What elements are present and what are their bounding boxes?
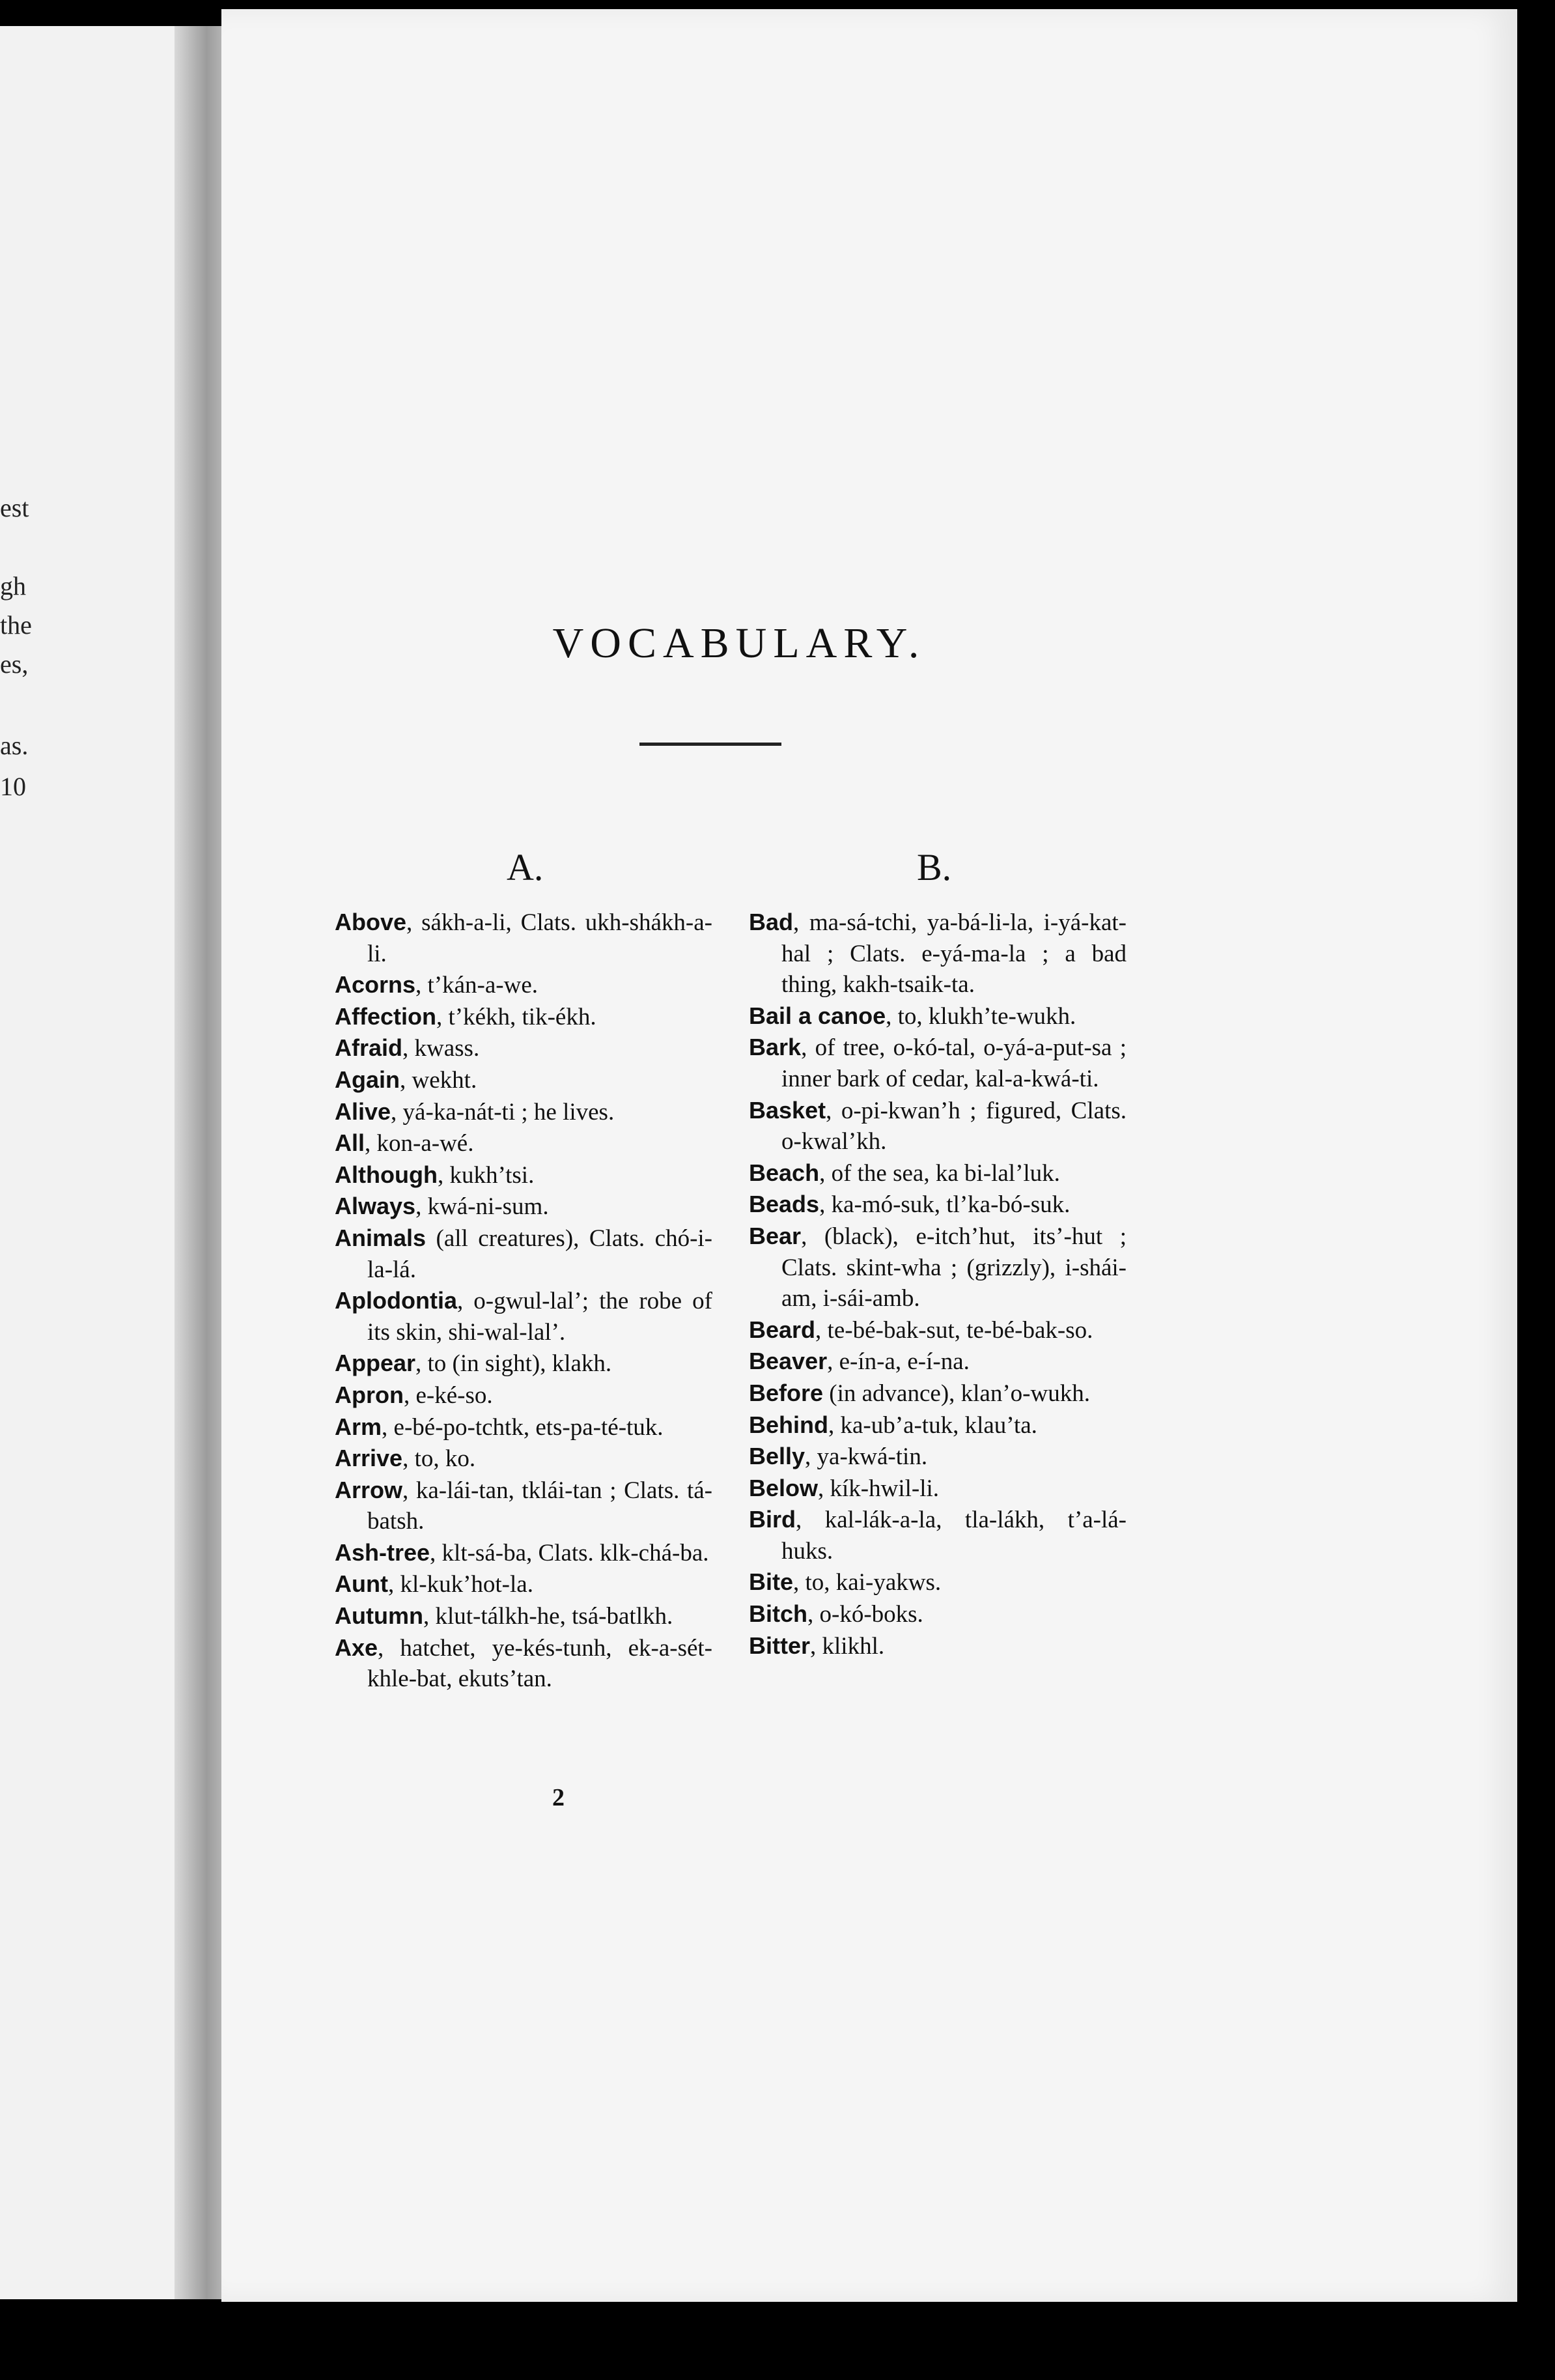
dictionary-entry (335, 1223, 712, 1285)
definition: , t’kán-a-we. (415, 972, 539, 999)
dictionary-entry (335, 1064, 712, 1096)
definition: , yá-ka-nát-ti ; he lives. (391, 1098, 615, 1126)
headword: Aunt (335, 1570, 388, 1598)
dictionary-entry (749, 1441, 1127, 1473)
left-page (0, 26, 185, 2299)
headword: All (335, 1129, 365, 1157)
dictionary-entry (749, 1504, 1127, 1566)
headword: Affection (335, 1002, 436, 1030)
definition: , to, klukh’te-wukh. (886, 1002, 1076, 1030)
headword: Arrow (335, 1476, 403, 1503)
definition: , hatchet, ye-kés-tunh, ek-a-sét-khle-bat, ekuts’tan. (367, 1634, 712, 1693)
dictionary-entry (335, 1600, 712, 1632)
headword: Apron (335, 1381, 404, 1408)
headword: Bitter (749, 1632, 811, 1659)
headword: Appear (335, 1350, 416, 1377)
dictionary-entry (749, 1221, 1127, 1314)
definition: , to (in sight), klakh. (415, 1350, 612, 1378)
dictionary-entry (335, 1096, 712, 1128)
dictionary-entry (335, 969, 712, 1001)
definition: , e-bé-po-tchtk, ets-pa-té-tuk. (382, 1413, 664, 1441)
dictionary-entry (749, 1598, 1127, 1630)
definition: (all creatures), Clats. chó-i-la-lá. (367, 1225, 712, 1283)
column-heading-b: B. (917, 846, 952, 888)
definition: , kal-lák-a-la, tla-lákh, t’a-lá-huks. (781, 1507, 1127, 1565)
definition: , o-gwul-lal’; the robe of its skin, shi-wal-lal’. (367, 1288, 712, 1346)
headword: Ash-tree (335, 1538, 430, 1566)
title-rule (639, 743, 781, 746)
definition: , e-ín-a, e-í-na. (827, 1348, 970, 1376)
dictionary-entry (335, 1632, 712, 1695)
dictionary-entry (749, 1095, 1127, 1157)
dictionary-entry (335, 1191, 712, 1223)
headword: Beach (749, 1159, 820, 1186)
headword: Basket (749, 1096, 826, 1124)
headword: Beaver (749, 1348, 828, 1375)
dictionary-entry (749, 1346, 1127, 1378)
definition: , klut-tálkh-he, tsá-batlkh. (423, 1603, 673, 1630)
dictionary-entry (335, 1159, 712, 1191)
headword: Although (335, 1161, 438, 1188)
headword: Beard (749, 1316, 816, 1343)
headword: Alive (335, 1098, 391, 1125)
definition: (in advance), klan’o-wukh. (823, 1380, 1090, 1407)
headword: Belly (749, 1443, 806, 1470)
dictionary-entry (749, 1473, 1127, 1505)
dictionary-entry (749, 1314, 1127, 1346)
dictionary-entry (335, 1348, 712, 1380)
headword: Before (749, 1379, 824, 1406)
dictionary-entry (335, 1411, 712, 1443)
left-edge-line: gh (0, 571, 26, 601)
definition: , ka-lái-tan, tklái-tan ; Clats. tá-batsh. (367, 1477, 712, 1535)
dictionary-entry (335, 1001, 712, 1033)
dictionary-entry (749, 907, 1127, 1000)
definition: , kl-kuk’hot-la. (387, 1571, 533, 1598)
headword: Below (749, 1474, 819, 1501)
dictionary-entry (335, 1475, 712, 1537)
headword: Bad (749, 909, 794, 935)
headword: Again (335, 1066, 400, 1093)
headword: Acorns (335, 971, 416, 999)
definition: , t’kékh, tik-ékh. (436, 1003, 596, 1030)
dictionary-entry (335, 1032, 712, 1064)
headword: Behind (749, 1411, 828, 1438)
definition: , klikhl. (810, 1632, 885, 1660)
definition: , kwá-ni-sum. (415, 1193, 549, 1221)
headword: Beads (749, 1191, 820, 1218)
dictionary-entry (749, 1378, 1127, 1410)
dictionary-entry (335, 1380, 712, 1411)
headword: Bite (749, 1568, 794, 1596)
left-edge-line: es, (0, 649, 29, 679)
definition: , ka-mó-suk, tl’ka-bó-suk. (819, 1191, 1071, 1219)
left-edge-line: est (0, 493, 29, 522)
dictionary-entry (335, 1537, 712, 1569)
definition: , kwass. (402, 1035, 480, 1062)
column-heading-a: A. (507, 846, 544, 888)
dictionary-entry (335, 907, 712, 969)
column-b (749, 907, 1127, 1662)
headword: Afraid (335, 1034, 403, 1062)
definition: , of the sea, ka bi-lal’luk. (819, 1159, 1060, 1187)
left-edge-line: 10 (0, 772, 26, 801)
definition: , wekht. (400, 1066, 477, 1094)
column-a (335, 907, 712, 1695)
definition: , klt-sá-ba, Clats. klk-chá-ba. (430, 1539, 709, 1566)
left-edge-line: the (0, 610, 32, 640)
headword: Arrive (335, 1445, 403, 1472)
page-title: VOCABULARY. (552, 619, 926, 667)
definition: , ma-sá-tchi, ya-bá-li-la, i-yá-kat-hal ; Clats. e-yá-ma-la ; a bad thing, kakh-tsaik-ta. (781, 909, 1127, 999)
definition: , o-pi-kwan’h ; figured, Clats. o-kwal’kh. (781, 1097, 1127, 1155)
definition: , kon-a-wé. (365, 1130, 474, 1157)
headword: Always (335, 1193, 416, 1220)
definition: , sákh-a-li, Clats. ukh-shákh-a-li. (367, 909, 712, 967)
dictionary-entry (749, 1630, 1127, 1662)
dictionary-entry (335, 1127, 712, 1159)
headword: Autumn (335, 1602, 423, 1630)
dictionary-entry (335, 1285, 712, 1348)
definition: , ya-kwá-tin. (805, 1443, 928, 1471)
definition: , kukh’tsi. (437, 1161, 535, 1189)
definition: , o-kó-boks. (807, 1601, 923, 1628)
dictionary-entry (749, 1566, 1127, 1598)
definition: , (black), e-itch’hut, its’-hut ; Clats. skint-wha ; (grizzly), i-shái-am, i-sái-amb. (781, 1223, 1127, 1312)
headword: Aplodontia (335, 1287, 457, 1314)
dictionary-entry (749, 1410, 1127, 1441)
dictionary-entry (749, 1157, 1127, 1189)
headword: Bitch (749, 1600, 807, 1628)
dictionary-entry (749, 1000, 1127, 1032)
definition: , to, kai-yakws. (793, 1569, 942, 1596)
definition: , of tree, o-kó-tal, o-yá-a-put-sa ; inner bark of cedar, kal-a-kwá-ti. (781, 1034, 1127, 1092)
page-number: 2 (552, 1784, 565, 1811)
dictionary-entry (335, 1443, 712, 1475)
headword: Bark (749, 1034, 802, 1061)
headword: Arm (335, 1413, 382, 1440)
headword: Bird (749, 1506, 796, 1533)
definition: , te-bé-bak-sut, te-bé-bak-so. (815, 1316, 1093, 1344)
definition: , ka-ub’a-tuk, klau’ta. (828, 1411, 1037, 1439)
left-edge-line: as. (0, 731, 29, 760)
definition: , e-ké-so. (403, 1381, 493, 1409)
dictionary-entry (749, 1189, 1127, 1221)
definition: , to, ko. (402, 1445, 476, 1473)
headword: Bear (749, 1222, 802, 1249)
dictionary-entry (749, 1032, 1127, 1094)
headword: Axe (335, 1634, 378, 1661)
headword: Above (335, 909, 407, 935)
headword: Bail a canoe (749, 1002, 886, 1029)
headword: Animals (335, 1224, 427, 1251)
dictionary-entry (335, 1568, 712, 1600)
definition: , kík-hwil-li. (818, 1475, 940, 1502)
